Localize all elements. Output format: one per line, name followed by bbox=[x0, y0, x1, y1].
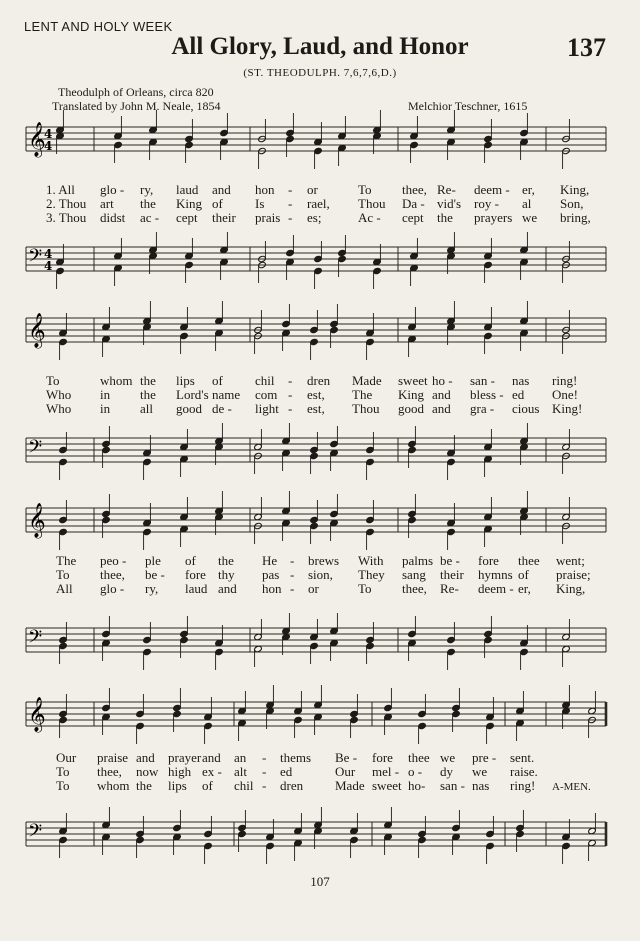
lyric-syllable: thee, bbox=[402, 581, 427, 596]
amen-label: A-MEN. bbox=[552, 781, 591, 793]
lyric-syllable: er, bbox=[522, 182, 535, 197]
lyric-syllable: we bbox=[522, 210, 538, 225]
lyric-syllable: their bbox=[440, 567, 464, 582]
lyric-syllable: ry, bbox=[145, 581, 159, 596]
lyric-syllable: dren bbox=[307, 373, 331, 388]
lyric-syllable: deem - bbox=[478, 581, 514, 596]
lyric-syllable: thee bbox=[408, 750, 430, 765]
lyric-syllable: es; bbox=[307, 210, 322, 225]
lyric-syllable: - bbox=[288, 401, 293, 416]
lyric-syllable: Re- bbox=[440, 581, 459, 596]
composer-credit: Melchior Teschner, 1615 bbox=[408, 99, 528, 113]
lyric-syllable: we bbox=[472, 764, 488, 779]
lyric-syllable: ex - bbox=[202, 764, 222, 779]
lyric-syllable: sang bbox=[402, 567, 426, 582]
tune-name: (ST. THEODULPH. 7,6,7,6,D.) bbox=[243, 67, 397, 79]
lyric-syllable: alt bbox=[234, 764, 247, 779]
lyric-syllable: sent. bbox=[510, 750, 535, 765]
lyric-syllable: glo - bbox=[100, 182, 125, 197]
lyric-syllable: To bbox=[56, 778, 70, 793]
lyric-syllable: praise; bbox=[556, 567, 591, 582]
lyric-syllable: - bbox=[288, 210, 293, 225]
lyric-syllable: sweet bbox=[398, 373, 428, 388]
treble-clef: 𝄞 bbox=[28, 697, 46, 732]
lyric-syllable: peo - bbox=[100, 553, 127, 568]
lyric-syllable: - bbox=[262, 750, 267, 765]
lyric-syllable: rael, bbox=[307, 196, 330, 211]
lyric-syllable: To bbox=[56, 764, 70, 779]
lyric-syllable: thy bbox=[218, 567, 235, 582]
lyric-syllable: be - bbox=[145, 567, 165, 582]
lyric-syllable: of bbox=[185, 553, 196, 568]
lyric-syllable: prais bbox=[255, 210, 281, 225]
lyric-syllable: The bbox=[56, 553, 77, 568]
lyric-syllable: of bbox=[202, 778, 213, 793]
lyric-syllable: - bbox=[288, 196, 293, 211]
lyric-syllable: com bbox=[255, 387, 278, 402]
lyric-syllable: ed bbox=[512, 387, 525, 402]
lyric-syllable: and bbox=[212, 182, 231, 197]
lyric-syllable: glo - bbox=[100, 581, 125, 596]
lyric-syllable: Made bbox=[352, 373, 382, 388]
lyric-syllable: ho - bbox=[432, 373, 453, 388]
lyric-syllable: chil bbox=[255, 373, 275, 388]
lyric-syllable: lips bbox=[168, 778, 187, 793]
lyric-syllable: san - bbox=[440, 778, 465, 793]
lyric-syllable: the bbox=[140, 373, 156, 388]
lyric-syllable: All bbox=[56, 581, 73, 596]
lyric-syllable: Thou bbox=[358, 196, 386, 211]
lyric-syllable: bless - bbox=[470, 387, 504, 402]
hymn-number: 137 bbox=[567, 33, 606, 62]
lyric-syllable: and bbox=[218, 581, 237, 596]
lyric-syllable: Made bbox=[335, 778, 365, 793]
time-signature-top: 4 bbox=[44, 247, 53, 261]
lyric-syllable: roy - bbox=[474, 196, 499, 211]
time-signature-top: 4 bbox=[44, 127, 53, 141]
lyric-syllable: an bbox=[234, 750, 247, 765]
lyric-syllable: whom bbox=[100, 373, 133, 388]
lyric-syllable: dy bbox=[440, 764, 453, 779]
time-signature-bottom: 4 bbox=[44, 259, 53, 273]
lyric-syllable: didst bbox=[100, 210, 126, 225]
lyric-syllable: Our bbox=[335, 764, 356, 779]
lyric-syllable: cept bbox=[402, 210, 424, 225]
lyric-syllable: - bbox=[288, 182, 293, 197]
lyric-syllable: we bbox=[440, 750, 456, 765]
lyric-syllable: hon bbox=[262, 581, 282, 596]
lyric-syllable: ac - bbox=[140, 210, 160, 225]
lyric-syllable: - bbox=[262, 778, 267, 793]
lyric-syllable: art bbox=[100, 196, 114, 211]
lyric-syllable: or bbox=[308, 581, 319, 596]
lyric-syllable: Son, bbox=[560, 196, 584, 211]
lyric-syllable: thems bbox=[280, 750, 312, 765]
lyric-syllable: King, bbox=[556, 581, 586, 596]
treble-clef: 𝄞 bbox=[28, 122, 46, 157]
lyric-syllable: King! bbox=[552, 401, 583, 416]
lyric-syllable: san - bbox=[470, 373, 495, 388]
lyric-syllable: Da - bbox=[402, 196, 425, 211]
lyric-syllable: - bbox=[288, 373, 293, 388]
lyric-syllable: - bbox=[262, 764, 267, 779]
lyric-syllable: thee, bbox=[100, 567, 125, 582]
lyric-syllable: good bbox=[176, 401, 202, 416]
lyric-syllable: ring! bbox=[552, 373, 578, 388]
bass-clef: 𝄢 bbox=[28, 246, 43, 271]
lyric-syllable: the bbox=[136, 778, 152, 793]
lyric-syllable: thee, bbox=[97, 764, 122, 779]
lyric-syllable: mel - bbox=[372, 764, 400, 779]
lyric-syllable: - bbox=[290, 553, 295, 568]
lyric-syllable: prayers bbox=[474, 210, 513, 225]
lyric-syllable: their bbox=[212, 210, 236, 225]
lyric-syllable: now bbox=[136, 764, 159, 779]
lyric-syllable: Re- bbox=[437, 182, 456, 197]
lyric-syllable: Who bbox=[46, 401, 72, 416]
lyric-syllable: ed bbox=[280, 764, 293, 779]
lyric-syllable: Our bbox=[56, 750, 77, 765]
lyric-syllable: and bbox=[432, 387, 451, 402]
lyric-syllable: sion, bbox=[308, 567, 333, 582]
lyric-syllable: of bbox=[212, 373, 223, 388]
lyric-syllable: name bbox=[212, 387, 241, 402]
lyric-syllable: ry, bbox=[140, 182, 154, 197]
lyric-syllable: all bbox=[140, 401, 153, 416]
lyric-syllable: pas bbox=[262, 567, 280, 582]
lyric-syllable: sweet bbox=[372, 778, 402, 793]
lyric-syllable: fore bbox=[372, 750, 393, 765]
lyric-syllable: al bbox=[522, 196, 532, 211]
lyric-syllable: One! bbox=[552, 387, 578, 402]
lyric-syllable: nas bbox=[512, 373, 530, 388]
lyric-syllable: palms bbox=[402, 553, 434, 568]
lyric-syllable: King bbox=[398, 387, 424, 402]
lyric-syllable: 2. Thou bbox=[46, 196, 87, 211]
lyric-syllable: thee, bbox=[402, 182, 427, 197]
hymn-title: All Glory, Laud, and Honor bbox=[171, 33, 469, 60]
lyric-syllable: nas bbox=[472, 778, 490, 793]
lyric-syllable: Who bbox=[46, 387, 72, 402]
lyric-syllable: - bbox=[290, 581, 295, 596]
lyric-syllable: de - bbox=[212, 401, 232, 416]
lyric-syllable: and bbox=[136, 750, 155, 765]
lyric-syllable: the bbox=[140, 387, 156, 402]
lyric-syllable: King, bbox=[560, 182, 590, 197]
lyric-syllable: raise. bbox=[510, 764, 538, 779]
lyric-syllable: To bbox=[358, 182, 372, 197]
lyric-syllable: Ac - bbox=[358, 210, 381, 225]
lyric-syllable: deem - bbox=[474, 182, 510, 197]
lyric-syllable: er, bbox=[518, 581, 531, 596]
lyric-syllable: thee bbox=[518, 553, 540, 568]
lyric-syllable: dren bbox=[280, 778, 304, 793]
lyric-syllable: Be - bbox=[335, 750, 358, 765]
bass-clef: 𝄢 bbox=[28, 437, 43, 462]
lyric-syllable: bring, bbox=[560, 210, 591, 225]
lyric-syllable: and bbox=[202, 750, 221, 765]
lyric-syllable: be - bbox=[440, 553, 460, 568]
lyric-syllable: gra - bbox=[470, 401, 495, 416]
lyric-syllable: the bbox=[218, 553, 234, 568]
treble-clef: 𝄞 bbox=[28, 503, 46, 538]
lyric-syllable: ring! bbox=[510, 778, 536, 793]
lyric-syllable: The bbox=[352, 387, 373, 402]
lyric-syllable: of bbox=[518, 567, 529, 582]
lyric-syllable: Thou bbox=[352, 401, 380, 416]
lyric-syllable: o - bbox=[408, 764, 423, 779]
lyric-syllable: ple bbox=[145, 553, 161, 568]
lyric-syllable: good bbox=[398, 401, 424, 416]
lyric-syllable: and bbox=[432, 401, 451, 416]
lyric-syllable: laud bbox=[176, 182, 199, 197]
lyric-syllable: went; bbox=[556, 553, 585, 568]
lyric-syllable: They bbox=[358, 567, 385, 582]
lyric-syllable: 1. All bbox=[46, 182, 75, 197]
translator-credit: Translated by John M. Neale, 1854 bbox=[52, 99, 221, 113]
author-credit: Theodulph of Orleans, circa 820 bbox=[58, 85, 214, 99]
lyric-syllable: Lord's bbox=[176, 387, 209, 402]
treble-clef: 𝄞 bbox=[28, 313, 46, 348]
lyric-syllable: vid's bbox=[437, 196, 462, 211]
page-number: 107 bbox=[310, 874, 330, 889]
lyric-syllable: With bbox=[358, 553, 384, 568]
lyric-syllable: light bbox=[255, 401, 279, 416]
lyric-syllable: in bbox=[100, 401, 111, 416]
lyric-syllable: To bbox=[46, 373, 60, 388]
lyric-syllable: the bbox=[437, 210, 453, 225]
lyric-syllable: or bbox=[307, 182, 318, 197]
lyric-syllable: Is bbox=[255, 196, 265, 211]
bass-clef: 𝄢 bbox=[28, 627, 43, 652]
lyric-syllable: praise bbox=[97, 750, 129, 765]
lyric-syllable: est, bbox=[307, 401, 325, 416]
lyric-syllable: 3. Thou bbox=[46, 210, 87, 225]
lyric-syllable: pre - bbox=[472, 750, 497, 765]
lyric-syllable: - bbox=[288, 387, 293, 402]
lyric-syllable: whom bbox=[97, 778, 130, 793]
bass-clef: 𝄢 bbox=[28, 821, 43, 846]
lyric-syllable: cious bbox=[512, 401, 540, 416]
lyric-syllable: To bbox=[56, 567, 70, 582]
lyric-syllable: est, bbox=[307, 387, 325, 402]
lyric-syllable: fore bbox=[185, 567, 206, 582]
lyric-syllable: chil bbox=[234, 778, 254, 793]
lyric-syllable: hon bbox=[255, 182, 275, 197]
lyric-syllable: ho- bbox=[408, 778, 426, 793]
time-signature-bottom: 4 bbox=[44, 139, 53, 153]
lyric-syllable: brews bbox=[308, 553, 340, 568]
lyric-syllable: laud bbox=[185, 581, 208, 596]
lyric-syllable: in bbox=[100, 387, 111, 402]
lyric-syllable: prayer bbox=[168, 750, 202, 765]
lyric-syllable: To bbox=[358, 581, 372, 596]
section-heading: LENT AND HOLY WEEK bbox=[24, 19, 173, 34]
lyric-syllable: cept bbox=[176, 210, 198, 225]
lyric-syllable: - bbox=[290, 567, 295, 582]
lyric-syllable: lips bbox=[176, 373, 195, 388]
lyric-syllable: fore bbox=[478, 553, 499, 568]
lyric-syllable: King bbox=[176, 196, 202, 211]
lyric-syllable: hymns bbox=[478, 567, 513, 582]
lyric-syllable: He bbox=[262, 553, 278, 568]
lyric-syllable: high bbox=[168, 764, 192, 779]
lyric-syllable: of bbox=[212, 196, 223, 211]
lyric-syllable: the bbox=[140, 196, 156, 211]
